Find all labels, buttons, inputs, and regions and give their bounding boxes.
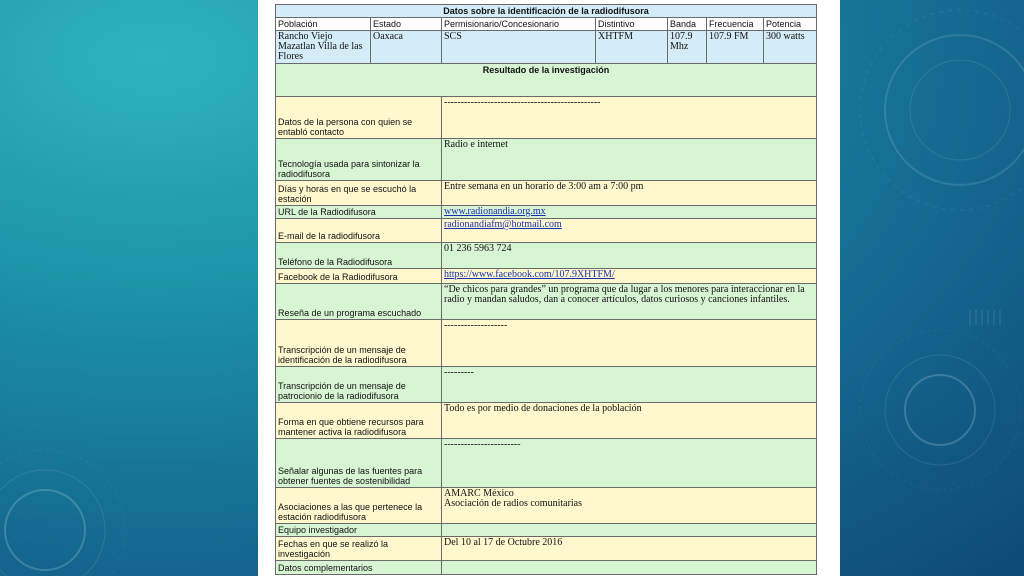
results-title-row (276, 64, 817, 97)
url-link[interactable]: www.radionandia.org.mx (444, 206, 546, 217)
row-label: Datos de la persona con quien se entabló contacto (276, 97, 442, 139)
column-header-row (276, 18, 817, 31)
row-label: Señalar algunas de las fuentes para obtener fuentes de sostenibilidad (276, 439, 442, 488)
row-value: Entre semana en un horario de 3:00 am a 7:00 pm (442, 181, 817, 206)
row-value (442, 219, 817, 243)
row-label: E-mail de la radiodifusora (276, 219, 442, 243)
results-title: Resultado de la investigación (276, 64, 817, 97)
row-label: Reseña de un programa escuchado (276, 284, 442, 320)
table-row (276, 439, 817, 488)
table-row (276, 561, 817, 575)
table-row (276, 181, 817, 206)
station-row (276, 31, 817, 64)
row-label: URL de la Radiodifusora (276, 206, 442, 219)
cell-estado: Oaxaca (371, 31, 442, 64)
row-label: Asociaciones a las que pertenece la estación radiodifusora (276, 488, 442, 524)
table-row (276, 206, 817, 219)
column-header: Distintivo (596, 18, 668, 31)
column-header: Permisionario/Concesionario (442, 18, 596, 31)
row-label: Fechas en que se realizó la investigación (276, 537, 442, 561)
table-row (276, 97, 817, 139)
table-row (276, 488, 817, 524)
decorative-circles-left (0, 380, 140, 576)
row-value: 01 236 5963 724 (442, 243, 817, 269)
table-title: Datos sobre la identificación de la radiodifusora (276, 5, 817, 18)
email-link[interactable]: radionandiafm@hotmail.com (444, 219, 562, 230)
results-body (276, 97, 817, 575)
table-row (276, 524, 817, 537)
row-value (442, 206, 817, 219)
table-row (276, 269, 817, 284)
row-label: Datos complementarios (276, 561, 442, 575)
facebook-link[interactable]: https://www.facebook.com/107.9XHTFM/ (444, 269, 615, 280)
row-value (442, 524, 817, 537)
table-row (276, 219, 817, 243)
table-row (276, 284, 817, 320)
row-value: --------- (442, 367, 817, 403)
row-value: “De chicos para grandes” un programa que da lugar a los menores para interaccionar en la radio y mandan saludos, dan a conocer artículos, datos curiosos y canciones infantiles. (442, 284, 817, 320)
document-page (258, 0, 840, 576)
row-label: Tecnología usada para sintonizar la radiodifusora (276, 139, 442, 181)
column-header: Potencia (764, 18, 817, 31)
cell-banda: 107.9 Mhz (668, 31, 707, 64)
table-row (276, 139, 817, 181)
row-label: Facebook de la Radiodifusora (276, 269, 442, 284)
column-header: Estado (371, 18, 442, 31)
column-header: Frecuencia (707, 18, 764, 31)
table-title-row (276, 5, 817, 18)
cell-permisionario: SCS (442, 31, 596, 64)
cell-poblacion: Rancho Viejo Mazatlan Villa de las Flores (276, 31, 371, 64)
cell-potencia: 300 watts (764, 31, 817, 64)
table-row (276, 320, 817, 367)
table-row (276, 243, 817, 269)
row-label: Días y horas en que se escuchó la estación (276, 181, 442, 206)
radio-identification-table (275, 4, 817, 575)
row-label: Equipo investigador (276, 524, 442, 537)
cell-frecuencia: 107.9 FM (707, 31, 764, 64)
row-value: ------------------- (442, 320, 817, 367)
row-value: Todo es por medio de donaciones de la población (442, 403, 817, 439)
column-header: Banda (668, 18, 707, 31)
row-value (442, 269, 817, 284)
row-label: Teléfono de la Radiodifusora (276, 243, 442, 269)
row-value: Del 10 al 17 de Octubre 2016 (442, 537, 817, 561)
decorative-circles-right (840, 0, 1024, 576)
row-label: Transcripción de un mensaje de patrocionio de la radiodifusora (276, 367, 442, 403)
cell-distintivo: XHTFM (596, 31, 668, 64)
row-label: Forma en que obtiene recursos para mantener activa la radiodifusora (276, 403, 442, 439)
row-label: Transcripción de un mensaje de identificación de la radiodifusora (276, 320, 442, 367)
row-value: Radio e internet (442, 139, 817, 181)
row-value: AMARC México Asociación de radios comunitarias (442, 488, 817, 524)
row-value: ----------------------- (442, 439, 817, 488)
table-row (276, 367, 817, 403)
table-row (276, 403, 817, 439)
column-header: Población (276, 18, 371, 31)
table-row (276, 537, 817, 561)
row-value (442, 561, 817, 575)
row-value: ----------------------------------------------- (442, 97, 817, 139)
